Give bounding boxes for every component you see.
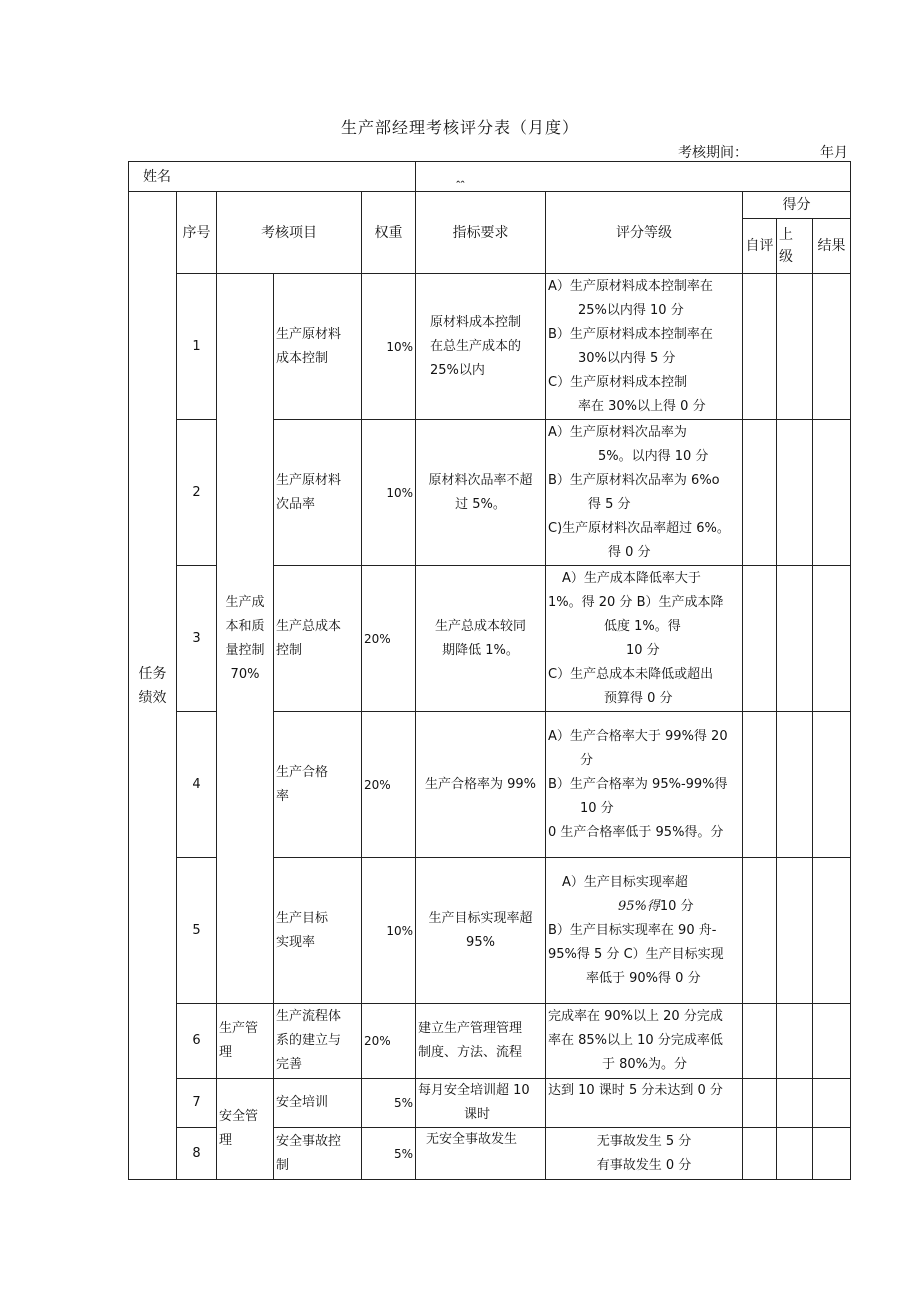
row-seq: 8 (177, 1128, 217, 1180)
row-grading: A）生产成本降低率大于 1%。得 20 分 B）生产成本降 低度 1%。得 10 分 C）生产总成本未降低或超出 预算得 0 分 (546, 566, 743, 712)
self-score-cell[interactable] (743, 1079, 777, 1128)
table-row (129, 1079, 851, 1128)
row-weight: 10% (362, 274, 416, 420)
row-seq: 3 (177, 566, 217, 712)
result-cell[interactable] (813, 712, 851, 858)
result-cell[interactable] (813, 420, 851, 566)
row-grading: 达到 10 课时 5 分未达到 0 分 (546, 1079, 743, 1128)
superior-score-cell[interactable] (777, 420, 813, 566)
self-score-cell[interactable] (743, 420, 777, 566)
superior-score-cell[interactable] (777, 274, 813, 420)
result-cell[interactable] (813, 858, 851, 1004)
header-requirement: 指标要求 (416, 192, 546, 274)
period-unit: 年月 (820, 145, 848, 161)
row-grading: 完成率在 90%以上 20 分完成 率在 85%以上 10 分完成率低 于 80%为。分 (546, 1004, 743, 1079)
row-grading: A）生产合格率大于 99%得 20 分 B）生产合格率为 95%-99%得 10 分 0 生产合格率低于 95%得。分 (546, 712, 743, 858)
page-title: 生产部经理考核评分表（月度） (340, 118, 579, 137)
self-score-cell[interactable] (743, 858, 777, 1004)
row-requirement: 建立生产管理管理 制度、方法、流程 (416, 1004, 546, 1079)
header-score: 得分 (743, 192, 851, 219)
row-requirement: 无安全事故发生 (416, 1128, 546, 1180)
row-seq: 7 (177, 1079, 217, 1128)
name-row (129, 162, 851, 192)
header-row-1 (129, 192, 851, 219)
row-requirement: 每月安全培训超 10 课时 (416, 1079, 546, 1128)
group-production-mgmt: 生产管 理 (217, 1004, 274, 1079)
group-safety-mgmt: 安全管 理 (217, 1079, 274, 1180)
self-score-cell[interactable] (743, 712, 777, 858)
row-weight: 10% (362, 420, 416, 566)
row-item: 生产流程体 系的建立与 完善 (274, 1004, 362, 1079)
row-weight: 5% (362, 1128, 416, 1180)
row-grading: A）生产原材料次品率为 5%。以内得 10 分 B）生产原材料次品率为 6%o 得 5 分 C)生产原材料次品率超过 6%。 得 0 分 (546, 420, 743, 566)
row-item: 安全事故控 制 (274, 1128, 362, 1180)
row-grading: A）生产目标实现率超 95%得10 分 B）生产目标实现率在 90 舟- 95%得 5 分 C）生产目标实现 率低于 90%得 0 分 (546, 858, 743, 1004)
superior-score-cell[interactable] (777, 1128, 813, 1180)
evaluation-table (128, 161, 851, 1180)
self-score-cell[interactable] (743, 1128, 777, 1180)
row-seq: 6 (177, 1004, 217, 1079)
row-seq: 1 (177, 274, 217, 420)
superior-score-cell[interactable] (777, 566, 813, 712)
result-cell[interactable] (813, 1128, 851, 1180)
row-requirement: 原材料成本控制 在总生产成本的 25%以内 (416, 274, 546, 420)
result-cell[interactable] (813, 566, 851, 712)
row-weight: 5% (362, 1079, 416, 1128)
table-row (129, 274, 851, 420)
row-item: 安全培训 (274, 1079, 362, 1128)
row-item: 生产原材料 次品率 (274, 420, 362, 566)
self-score-cell[interactable] (743, 1004, 777, 1079)
header-result: 结果 (813, 219, 851, 274)
row-weight: 20% (362, 566, 416, 712)
row-seq: 2 (177, 420, 217, 566)
row-weight: 20% (362, 712, 416, 858)
row-requirement: 生产总成本较同 期降低 1%。 (416, 566, 546, 712)
row-weight: 20% (362, 1004, 416, 1079)
header-seq: 序号 (177, 192, 217, 274)
self-score-cell[interactable] (743, 566, 777, 712)
row-seq: 5 (177, 858, 217, 1004)
row-requirement: 原材料次品率不超 过 5%。 (416, 420, 546, 566)
result-cell[interactable] (813, 274, 851, 420)
superior-score-cell[interactable] (777, 1079, 813, 1128)
name-value[interactable]: ꞈꞈ (416, 162, 851, 192)
result-cell[interactable] (813, 1004, 851, 1079)
header-superior: 上 级 (777, 219, 813, 274)
self-score-cell[interactable] (743, 274, 777, 420)
row-weight: 10% (362, 858, 416, 1004)
row-item: 生产合格 率 (274, 712, 362, 858)
row-seq: 4 (177, 712, 217, 858)
header-item: 考核项目 (217, 192, 362, 274)
superior-score-cell[interactable] (777, 1004, 813, 1079)
row-item: 生产原材料 成本控制 (274, 274, 362, 420)
table-row (129, 1004, 851, 1079)
row-grading: 无事故发生 5 分 有事故发生 0 分 (546, 1128, 743, 1180)
row-requirement: 生产合格率为 99% (416, 712, 546, 858)
group-cost-quality: 生产成 本和质 量控制 70% (217, 274, 274, 1004)
period-label: 考核期间： (678, 145, 748, 161)
header-weight: 权重 (362, 192, 416, 274)
result-cell[interactable] (813, 1079, 851, 1128)
header-self: 自评 (743, 219, 777, 274)
section-task-performance: 任务 绩效 (129, 192, 177, 1180)
superior-score-cell[interactable] (777, 712, 813, 858)
name-label: 姓名 (129, 162, 416, 192)
row-item: 生产总成本 控制 (274, 566, 362, 712)
header-grading: 评分等级 (546, 192, 743, 274)
superior-score-cell[interactable] (777, 858, 813, 1004)
row-item: 生产目标 实现率 (274, 858, 362, 1004)
row-requirement: 生产目标实现率超 95% (416, 858, 546, 1004)
row-grading: A）生产原材料成本控制率在 25%以内得 10 分 B）生产原材料成本控制率在 30%以内得 5 分 C）生产原材料成本控制 率在 30%以上得 0 分 (546, 274, 743, 420)
